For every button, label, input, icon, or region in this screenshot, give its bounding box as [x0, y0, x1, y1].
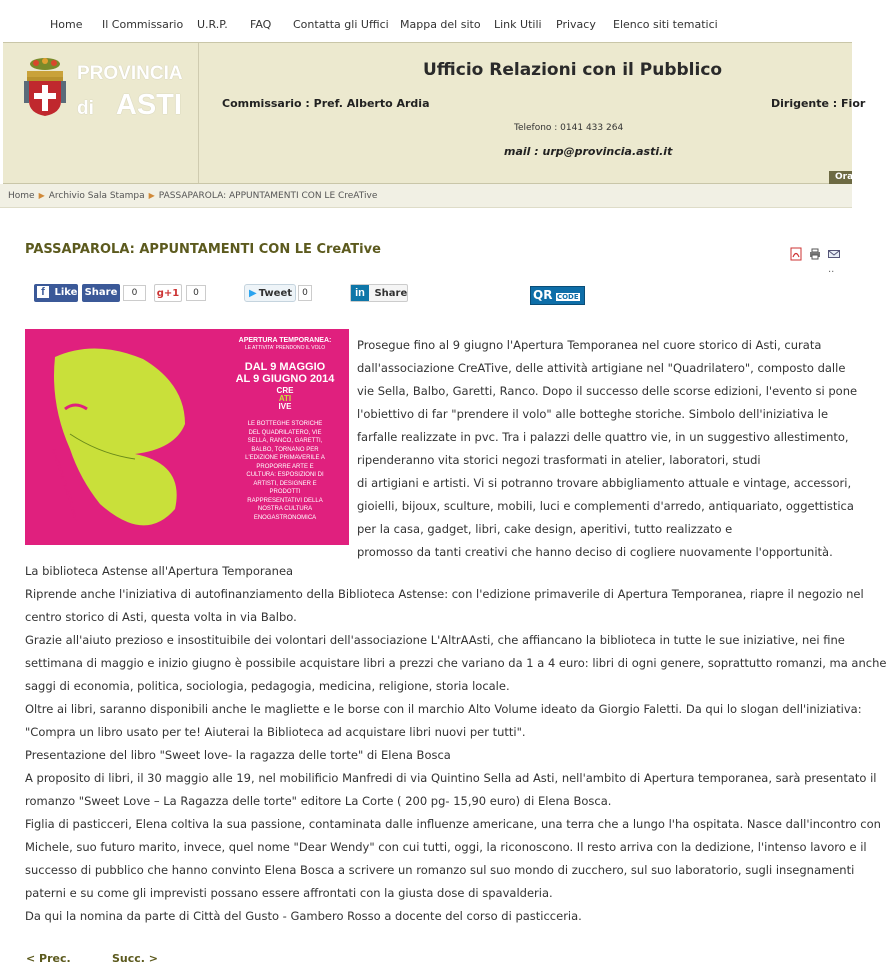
gplus-button[interactable] — [154, 284, 182, 302]
poster-body-line: LE BOTTEGHE STORICHE — [247, 421, 323, 427]
logo-di-text: di — [77, 98, 94, 119]
pdf-icon[interactable] — [790, 248, 802, 260]
article-line: farfalle realizzate in pvc. Tra i palazzi delle quattro vie, in un suggestivo allestimento, — [357, 430, 849, 444]
article-title: PASSAPAROLA: APPUNTAMENTI CON LE CreATive — [25, 242, 381, 257]
logo-asti-word: ASTI — [115, 89, 182, 121]
breadcrumb-arrow-icon: ▶ — [38, 191, 45, 200]
office-title: Ufficio Relazioni con il Pubblico — [423, 60, 723, 80]
article-line: per la casa, gadget, libri, cake design, aperitivi, tutto realizzato e — [357, 522, 733, 536]
article-line: Grazie all'aiuto prezioso e insostituibile dei volontari dell'associazione L'AltrAAsti, che affiancano la biblioteca in tutte le sue iniziative, nei fine — [25, 633, 845, 647]
poster-subline: LE ATTIVITA' PRENDONO IL VOLO — [244, 345, 326, 351]
poster-headline: APERTURA TEMPORANEA: — [238, 337, 332, 344]
article-line: A proposito di libri, il 30 maggio alle 19, nel mobilificio Manfredi di via Quintino Sella ad Asti, nell'ambito di Apertura temporanea, sarà presentato il — [25, 771, 877, 785]
mail-label[interactable]: mail : urp@provincia.asti.it — [504, 145, 673, 158]
facebook-icon: f — [37, 286, 49, 298]
poster-body-line: DEL QUADRILATERO, VIE — [248, 429, 322, 436]
article-line: Oltre ai libri, saranno disponibili anche le magliette e le borse con il marchio Alto Volume ideato da Giorgio Faletti. Da qui lo slogan dell'iniziativa: — [25, 702, 862, 716]
gplus-icon: g — [156, 288, 164, 299]
nav-privacy[interactable]: Privacy — [556, 18, 596, 31]
article-body-text — [25, 560, 886, 928]
breadcrumb-archivio[interactable]: Archivio Sala Stampa — [48, 191, 145, 201]
crest-icon — [23, 55, 67, 117]
article-line: successo di pubblico che hanno convinto Elena Bosca a scrivere un romanzo sul suo mondo di zucchero, sul suo laboratorio, sugli insegnamenti — [25, 863, 855, 877]
breadcrumb — [0, 184, 852, 208]
poster-dates-1: DAL 9 MAGGIO — [244, 361, 326, 373]
article-line: di artigiani e artisti. Vi si potranno trovare abbigliamento attuale e vintage, accessori, — [357, 476, 852, 490]
poster-body-line: BALBO, TORNANO PER — [251, 446, 319, 453]
article-line: paterni e su come gli imprevisti possano essere affrontati con la giusta dose di spavalderia. — [25, 886, 553, 900]
article-line: l'obiettivo di far "prendere il volo" alle botteghe storiche. Simbolo dell'iniziativa le — [357, 407, 829, 421]
poster-body-line: L'EDIZIONE PRIMAVERILE A — [245, 455, 325, 461]
article-line: Presentazione del libro "Sweet love- la ragazza delle torte" di Elena Bosca — [25, 748, 451, 762]
poster-body — [223, 420, 347, 522]
facebook-share-button[interactable]: Share — [82, 284, 120, 302]
twitter-bird-icon: ▶ — [249, 288, 257, 299]
nav-contatta-uffici[interactable]: Contatta gli Uffici — [293, 18, 389, 31]
nav-mappa-sito[interactable]: Mappa del sito — [400, 18, 481, 31]
poster-brand-1: CRE — [276, 386, 294, 395]
qr-label: QR — [533, 288, 553, 302]
article-line: Michele, suo futuro marito, invece, quel nome "Dear Wendy" con cui tutti, oggi, la riconoscono. Il resto arriva con la dedizione, l'intenso lavoro e il — [25, 840, 867, 854]
dirigente-label: Dirigente : Fior — [771, 97, 866, 110]
article-line: centro storico di Asti, questa volta in via Balbo. — [25, 610, 297, 624]
article-line: settimana di maggio e inizio giugno è possibile acquistare libri a prezzi che variano da 1 a 4 euro: libri di ogni genere, soprattutto romanzi, ma anche — [25, 656, 886, 670]
poster-body-line: RAPPRESENTATIVI DELLA — [247, 497, 323, 504]
email-icon[interactable] — [828, 248, 840, 260]
article-line: La biblioteca Astense all'Apertura Temporanea — [25, 564, 294, 578]
nav-home[interactable]: Home — [50, 18, 83, 31]
facebook-like-button[interactable] — [34, 284, 78, 302]
poster-dates-2: AL 9 GIUGNO 2014 — [235, 373, 335, 385]
article-line: vie Sella, Balbo, Garetti, Ranco. Dopo il successo delle scorse edizioni, l'evento si pone — [357, 384, 858, 398]
tweet-count: 0 — [298, 285, 312, 301]
poster-wing-text: APERTURA TEMPORANEA — [49, 447, 79, 523]
article-intro-text — [357, 334, 858, 564]
linkedin-share-button[interactable] — [350, 284, 408, 302]
article-tools — [788, 243, 840, 262]
poster-brand-2: ATI — [278, 394, 292, 403]
article-line: saggi di economia, politica, sociologia, pedagogia, medicina, religione, storia locale. — [25, 679, 510, 693]
poster-body-line: PROPORRE ARTE E — [256, 463, 314, 470]
nav-urp[interactable]: U.R.P. — [197, 18, 228, 31]
article-line: Riprende anche l'iniziativa di autofinanziamento della Biblioteca Astense: con l'edizione primaverile di Apertura Temporanea, riapre il negozio nel — [25, 587, 864, 601]
gplus-count: 0 — [186, 285, 206, 301]
poster-body-line: PRODOTTI — [269, 489, 301, 495]
breadcrumb-current: PASSAPAROLA: APPUNTAMENTI CON LE CreATive — [158, 191, 378, 201]
article-line: dall'associazione CreATive, delle attività artigiane nel "Quadrilatero", composto dalle — [357, 361, 846, 375]
article-line: gioielli, bijoux, sculture, mobili, luci e complementi d'arredo, antiquariato, oggettistica — [357, 499, 854, 513]
facebook-like-label: Like — [54, 287, 78, 298]
telefono-label: Telefono : 0141 433 264 — [514, 123, 624, 133]
event-poster-image — [25, 329, 349, 545]
breadcrumb-home[interactable]: Home — [8, 191, 35, 201]
poster-body-line: ENOGASTRONOMICA — [253, 514, 317, 521]
logo-provincia-text: PROVINCIA — [77, 63, 183, 84]
logo-asti-text — [77, 89, 182, 122]
tweet-button[interactable] — [244, 284, 296, 302]
poster-body-line: ARTISTI, DESIGNER E — [253, 480, 317, 487]
gplus-label: +1 — [163, 288, 180, 299]
commissario-label: Commissario : Pref. Alberto Ardia — [222, 97, 430, 110]
poster-text — [223, 337, 347, 522]
article-line: promosso da tanti creativi che hanno deciso di cogliere nuovamente l'opportunità. — [357, 545, 833, 559]
tweet-label: Tweet — [258, 288, 293, 299]
ora-tab[interactable]: Ora — [829, 171, 852, 184]
article-line: Da qui la nomina da parte di Città del Gusto - Gambero Rosso a docente del corso di pasticceria. — [25, 909, 582, 923]
nav-link-utili[interactable]: Link Utili — [494, 18, 542, 31]
linkedin-icon: in — [351, 285, 369, 301]
prev-article-link[interactable]: < Prec. — [26, 952, 71, 965]
print-icon[interactable] — [809, 248, 821, 260]
poster-brand — [223, 387, 347, 411]
poster-body-line: SELLA, RANCO, GARETTI, — [247, 438, 323, 444]
linkedin-share-label: Share — [374, 288, 408, 299]
article-line: Figlia di pasticceri, Elena coltiva la sua passione, contaminata dalle influenze americane, una terra che a lungo l'ha ospitata. Nasce dall'incontro con — [25, 817, 881, 831]
qr-code-button[interactable] — [530, 286, 585, 305]
next-article-link[interactable]: Succ. > — [112, 952, 159, 965]
site-header — [3, 42, 866, 184]
article-line: Prosegue fino al 9 giugno l'Apertura Temporanea nel cuore storico di Asti, curata — [357, 338, 822, 352]
nav-faq[interactable]: FAQ — [250, 18, 272, 31]
poster-body-line: CULTURA: ESPOSIZIONI DI — [246, 472, 324, 478]
nav-elenco-siti-tematici[interactable]: Elenco siti tematici — [613, 18, 718, 31]
article-line: romanzo "Sweet Love – La Ragazza delle torte" editore La Corte ( 200 pg- 15,90 euro) di Elena Bosca. — [25, 794, 612, 808]
poster-brand-3: IVE — [278, 402, 292, 411]
breadcrumb-arrow-icon: ▶ — [148, 191, 155, 200]
nav-il-commissario[interactable]: Il Commissario — [102, 18, 184, 31]
poster-body-line: NOSTRA CULTURA — [257, 506, 313, 512]
facebook-share-count: 0 — [123, 285, 146, 301]
article-line: ripenderanno vita storici negozi trasformati in atelier, laboratori, studi — [357, 453, 761, 467]
dots-text: .. — [828, 264, 835, 275]
top-navigation — [0, 0, 852, 42]
provincia-logo[interactable] — [3, 43, 199, 183]
qr-code-label: CODE — [556, 293, 579, 301]
article-line: "Compra un libro usato per te! Aiuterai la Biblioteca ad acquistare libri nuovi per tutti". — [25, 725, 526, 739]
